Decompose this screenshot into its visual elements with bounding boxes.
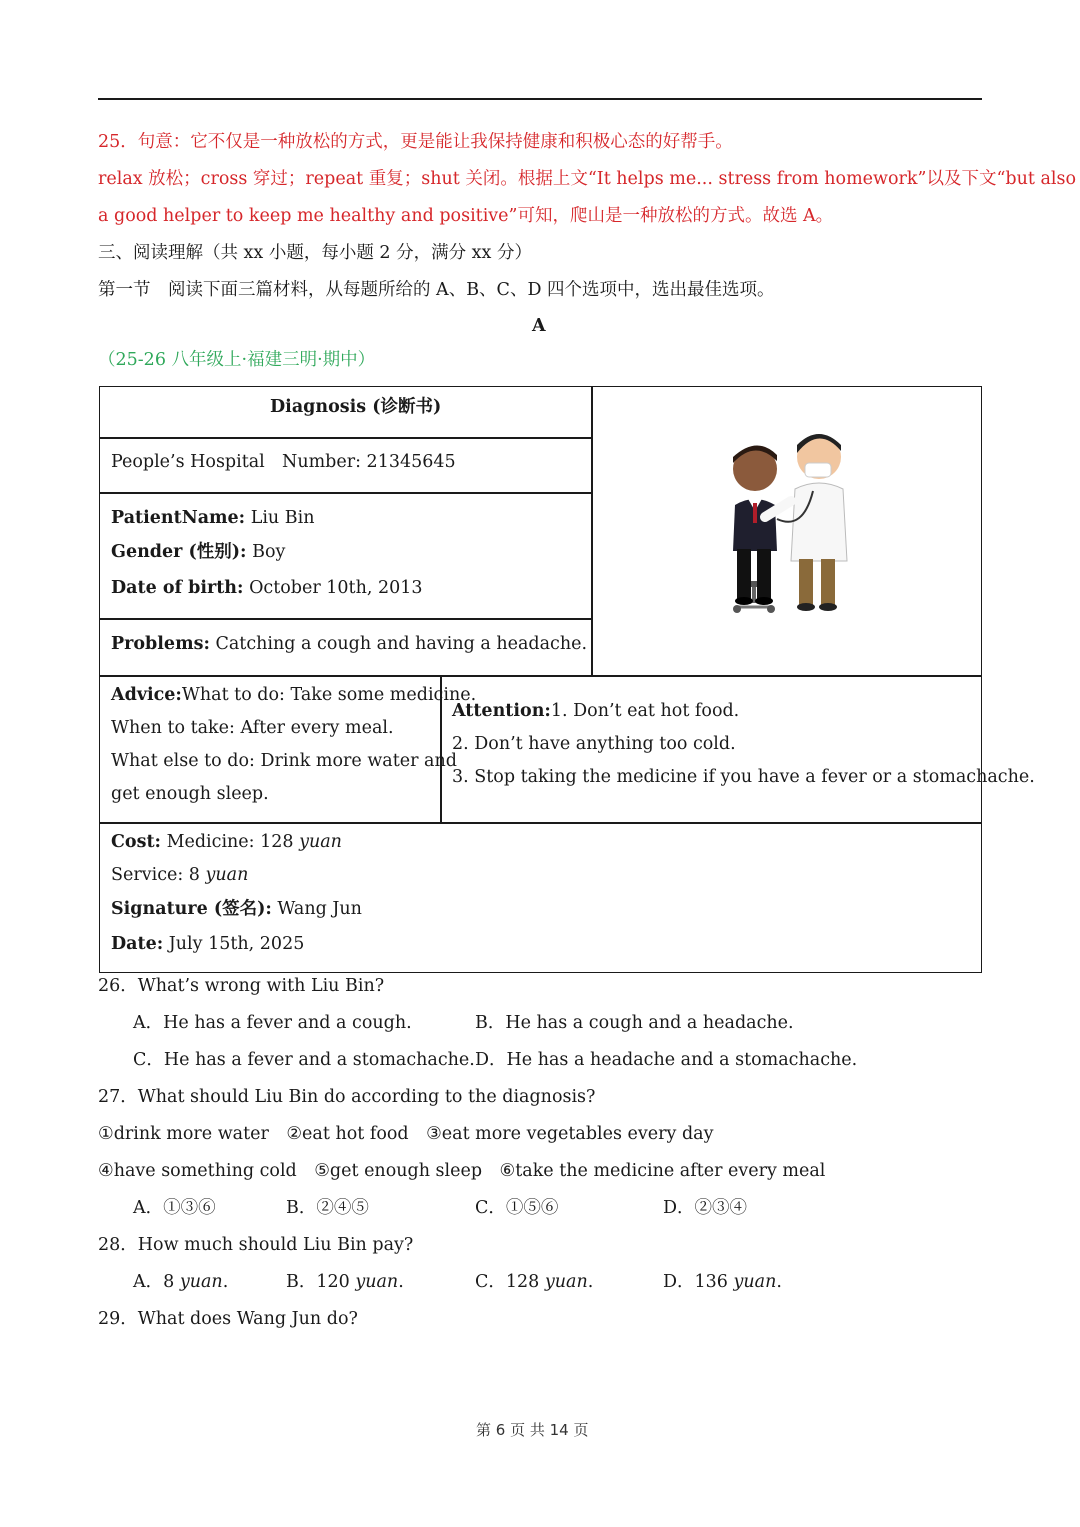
- q26-option-d[interactable]: D．He has a headache and a stomachache.: [475, 1050, 858, 1070]
- problems-row: [111, 636, 587, 654]
- q28-d-unit: yuan: [733, 1272, 777, 1292]
- problems-label: Problems:: [111, 634, 210, 654]
- record-number: Number: 21345645: [282, 452, 456, 472]
- attention-text-1: 1. Don’t eat hot food.: [550, 701, 740, 721]
- explanation-line-1: 25．句意：它不仅是一种放松的方式，更是能让我保持健康和积极心态的好帮手。: [98, 132, 733, 152]
- date-row: [111, 936, 304, 954]
- q28-c-text: C．128: [475, 1272, 545, 1292]
- patient-info-cell: [99, 492, 593, 620]
- dob-value: October 10th, 2013: [243, 578, 423, 598]
- gender-row: [111, 544, 285, 562]
- q28-option-b[interactable]: [286, 1274, 404, 1292]
- q28-d-text: D．136: [663, 1272, 734, 1292]
- service-row: [111, 867, 248, 885]
- doctor-icon: [765, 434, 847, 611]
- advice-text-1: What to do: Take some medicine.: [181, 685, 477, 705]
- signature-row: [111, 901, 362, 919]
- q28-a-end: .: [222, 1272, 229, 1292]
- patient-name-label: PatientName:: [111, 508, 246, 528]
- attention-text-2: 2. Don’t have anything too cold.: [452, 734, 736, 754]
- advice-row-1: [111, 687, 476, 705]
- q27-option-b[interactable]: B．②④⑤: [286, 1198, 369, 1218]
- advice-text-2: When to take: After every meal.: [111, 718, 394, 738]
- patient-name-value: Liu Bin: [245, 508, 315, 528]
- q28-a-unit: yuan: [179, 1272, 223, 1292]
- q26-option-b[interactable]: B．He has a cough and a headache.: [475, 1013, 794, 1033]
- date-label: Date:: [111, 934, 164, 954]
- cost-value: Medicine: 128: [161, 832, 300, 852]
- gender-value: Boy: [246, 542, 286, 562]
- explanation-line-3: a good helper to keep me healthy and positive”可知，爬山是一种放松的方式。故选 A。: [98, 206, 834, 226]
- q28-option-a[interactable]: [133, 1274, 228, 1292]
- hospital-name: People’s Hospital: [111, 452, 265, 472]
- q28-option-c[interactable]: [475, 1274, 593, 1292]
- diagnosis-title: Diagnosis (诊断书): [270, 397, 442, 417]
- problems-value: Catching a cough and having a headache.: [209, 634, 588, 654]
- header-rule: [98, 98, 982, 100]
- service-unit: yuan: [205, 865, 249, 885]
- cost-unit: yuan: [299, 832, 342, 852]
- gender-label: Gender (性别):: [111, 542, 247, 562]
- q26-option-a[interactable]: A．He has a fever and a cough.: [133, 1013, 412, 1033]
- hospital-cell: [99, 437, 593, 494]
- q27-option-a[interactable]: A．①③⑥: [133, 1198, 216, 1218]
- doctor-patient-illustration: [717, 431, 867, 621]
- cost-row: [111, 834, 342, 852]
- q26-option-c[interactable]: C．He has a fever and a stomachache.: [133, 1050, 475, 1070]
- diagnosis-table: [99, 386, 1035, 973]
- q27-option-d[interactable]: D．②③④: [663, 1198, 748, 1218]
- question-28: 28．How much should Liu Bin pay?: [98, 1235, 414, 1255]
- dob-label: Date of birth:: [111, 578, 244, 598]
- date-value: July 15th, 2025: [163, 934, 305, 954]
- question-26: 26．What’s wrong with Liu Bin?: [98, 976, 385, 996]
- page-number: 第 6 页 共 14 页: [476, 1421, 589, 1439]
- cost-label: Cost:: [111, 832, 161, 852]
- illustration-cell: [591, 386, 982, 677]
- advice-text-4: get enough sleep.: [111, 784, 269, 804]
- patient-name-row: [111, 510, 315, 528]
- question-29: 29．What does Wang Jun do?: [98, 1309, 358, 1329]
- q28-a-text: A．8: [133, 1272, 180, 1292]
- section-heading: 三、阅读理解（共 xx 小题，每小题 2 分，满分 xx 分）: [98, 243, 532, 263]
- q28-d-end: .: [776, 1272, 782, 1292]
- q28-option-d[interactable]: [663, 1274, 782, 1292]
- cost-cell: [99, 822, 982, 973]
- attention-cell: [440, 675, 1035, 824]
- q28-c-end: .: [587, 1272, 594, 1292]
- source-note: （25-26 八年级上·福建三明·期中）: [98, 350, 376, 370]
- section-instruction: 第一节 阅读下面三篇材料，从每题所给的 A、B、C、D 四个选项中，选出最佳选项。: [98, 280, 775, 300]
- advice-label: Advice:: [111, 685, 182, 705]
- q28-b-end: .: [398, 1272, 404, 1292]
- advice-cell: [99, 675, 477, 824]
- advice-text-3: What else to do: Drink more water and: [111, 751, 457, 771]
- q27-items-row-2: ④have something cold ⑤get enough sleep ⑥take the medicine after every meal: [98, 1161, 826, 1181]
- q27-option-c[interactable]: C．①⑤⑥: [475, 1198, 559, 1218]
- problems-cell: [99, 618, 593, 677]
- dob-row: [111, 580, 423, 598]
- question-27: 27．What should Liu Bin do according to the diagnosis?: [98, 1087, 596, 1107]
- attention-text-3: 3. Stop taking the medicine if you have a fever or a stomachache.: [452, 767, 1035, 787]
- signature-label: Signature (签名):: [111, 899, 272, 919]
- service-value: Service: 8: [111, 865, 206, 885]
- explanation-line-2: relax 放松；cross 穿过；repeat 重复；shut 关闭。根据上文“It helps me... stress from homework”以及下文“but also: [98, 169, 1077, 189]
- attention-label: Attention:: [452, 701, 551, 721]
- diagnosis-title-cell: [99, 386, 593, 439]
- signature-value: Wang Jun: [271, 899, 362, 919]
- q28-b-unit: yuan: [355, 1272, 399, 1292]
- passage-label: A: [532, 316, 546, 336]
- q27-items-row-1: ①drink more water ②eat hot food ③eat more vegetables every day: [98, 1124, 714, 1144]
- q28-c-unit: yuan: [544, 1272, 588, 1292]
- attention-row-1: [452, 703, 739, 721]
- q28-b-text: B．120: [286, 1272, 356, 1292]
